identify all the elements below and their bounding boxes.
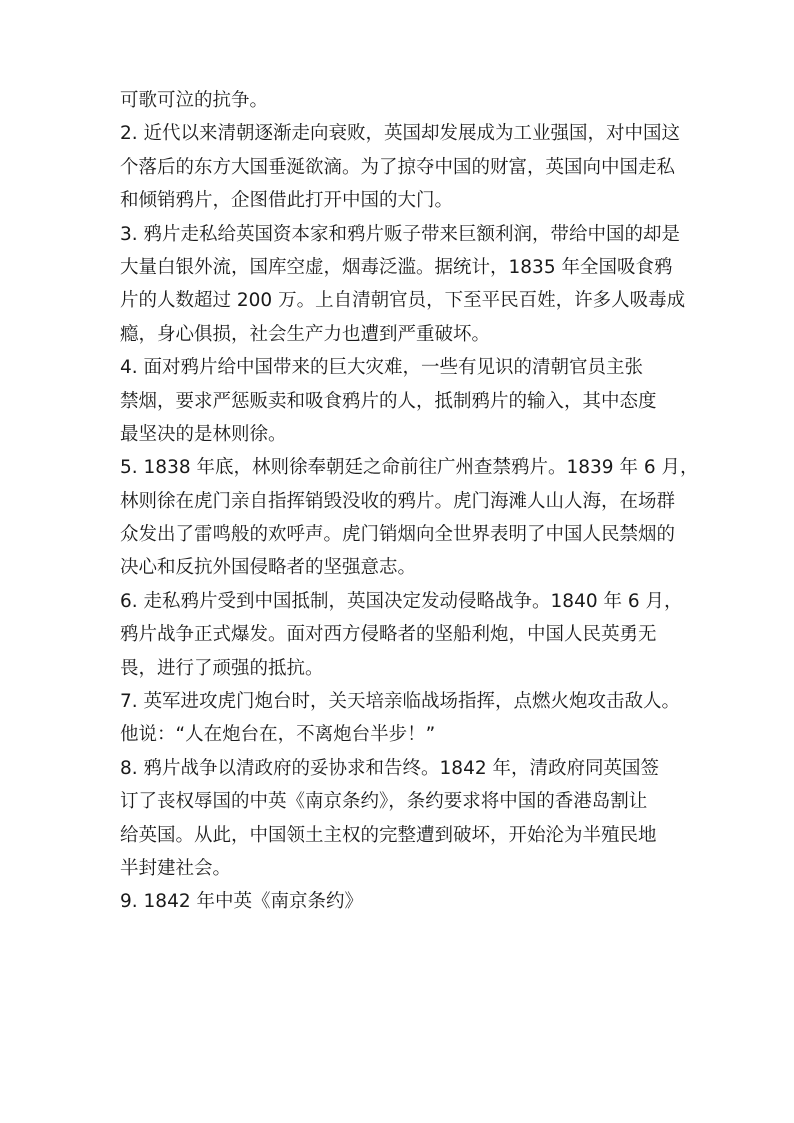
text-line: 半封建社会。 (120, 857, 232, 879)
document-body (120, 84, 699, 919)
text-line: 众发出了雷鸣般的欢呼声。虎门销烟向全世界表明了中国人民禁烟的 (120, 524, 676, 546)
text-line: 最坚决的是林则徐。 (120, 423, 287, 445)
text-line: 给英国。从此，中国领土主权的完整遭到破坏，开始沦为半殖民地 (120, 824, 657, 846)
text-line: 他说：“人在炮台在，不离炮台半步！” (120, 724, 436, 746)
text-line: 鸦片战争正式爆发。面对西方侵略者的坚船利炮，中国人民英勇无 (120, 624, 657, 646)
text-line: 8. 鸦片战争以清政府的妥协求和告终。1842 年，清政府同英国签 (120, 757, 659, 779)
text-line: 大量白银外流，国库空虚，烟毒泛滥。据统计，1835 年全国吸食鸦 (120, 256, 673, 278)
text-line: 禁烟，要求严惩贩卖和吸食鸦片的人，抵制鸦片的输入，其中态度 (120, 390, 657, 412)
text-line: 5. 1838 年底，林则徐奉朝廷之命前往广州查禁鸦片。1839 年 6 月， (120, 457, 699, 479)
text-line: 和倾销鸦片，企图借此打开中国的大门。 (120, 190, 454, 212)
text-line: 瘾，身心俱损，社会生产力也遭到严重破坏。 (120, 323, 491, 345)
text-line: 林则徐在虎门亲自指挥销毁没收的鸦片。虎门海滩人山人海，在场群 (120, 490, 676, 512)
text-line: 7. 英军进攻虎门炮台时，关天培亲临战场指挥，点燃火炮攻击敌人。 (120, 691, 681, 713)
text-line: 9. 1842 年中英《南京条约》 (120, 891, 363, 913)
text-line: 4. 面对鸦片给中国带来的巨大灾难，一些有见识的清朝官员主张 (120, 357, 644, 379)
text-line: 片的人数超过 200 万。上自清朝官员，下至平民百姓，许多人吸毒成 (120, 290, 686, 312)
text-line: 2. 近代以来清朝逐渐走向衰败，英国却发展成为工业强国，对中国这 (120, 123, 681, 145)
text-line: 畏，进行了顽强的抵抗。 (120, 657, 324, 679)
text-line: 6. 走私鸦片受到中国抵制，英国决定发动侵略战争。1840 年 6 月， (120, 590, 683, 612)
text-line: 3. 鸦片走私给英国资本家和鸦片贩子带来巨额利润，带给中国的却是 (120, 223, 681, 245)
text-line: 决心和反抗外国侵略者的坚强意志。 (120, 557, 417, 579)
text-line: 个落后的东方大国垂涎欲滴。为了掠夺中国的财富，英国向中国走私 (120, 156, 676, 178)
text-line: 可歌可泣的抗争。 (120, 90, 269, 111)
text-line: 订了丧权辱国的中英《南京条约》，条约要求将中国的香港岛割让 (120, 791, 648, 813)
